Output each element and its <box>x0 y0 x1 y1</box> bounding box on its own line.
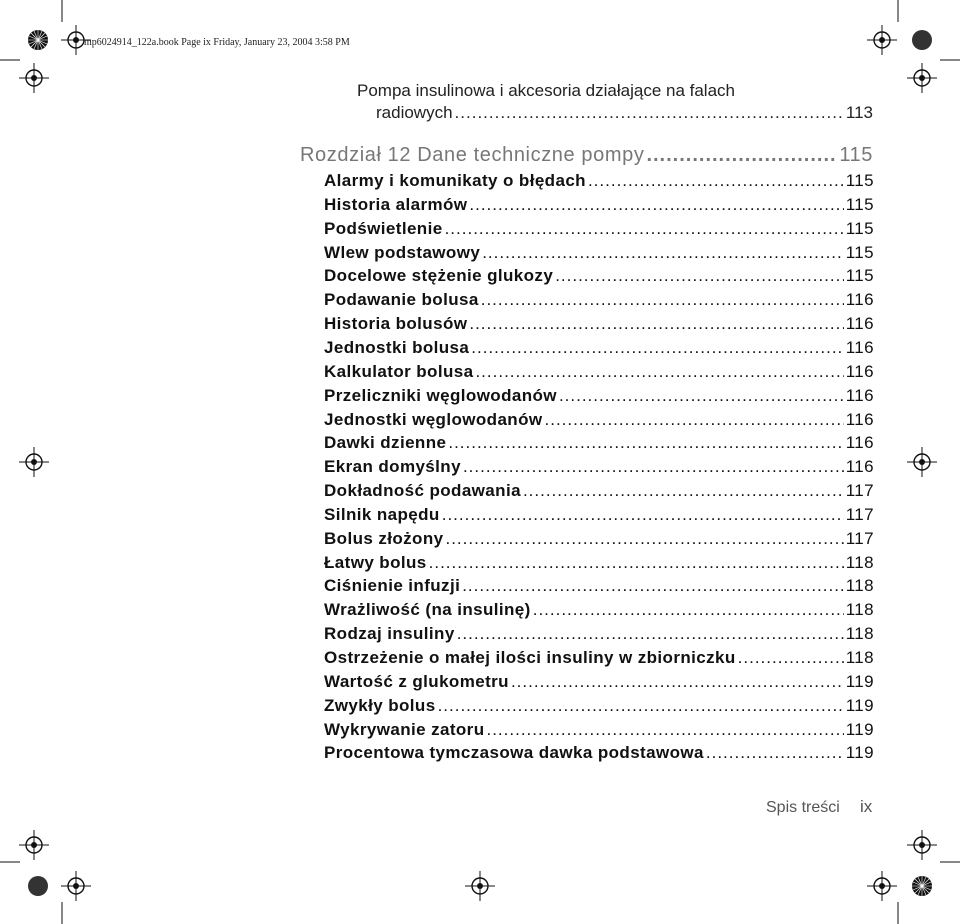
toc-entry[interactable] <box>324 363 874 380</box>
toc-entry-title: Historia bolusów <box>324 314 468 334</box>
crosshair-mark <box>907 447 937 477</box>
toc-entry-title: Wartość z glukometru <box>324 671 509 691</box>
toc-entry[interactable] <box>324 554 874 571</box>
toc-entry-page: 118 <box>845 624 874 644</box>
crosshair-mark <box>61 871 91 901</box>
dot-leader <box>462 577 843 594</box>
toc-entry-title: Docelowe stężenie glukozy <box>324 266 554 286</box>
crosshair-mark <box>19 830 49 860</box>
toc-entry[interactable] <box>324 172 874 189</box>
toc-entry-title: Alarmy i komunikaty o błędach <box>324 171 586 190</box>
star-target-mark <box>28 30 48 50</box>
toc-entry-page: 119 <box>845 671 874 691</box>
dot-leader <box>486 721 843 738</box>
dot-leader <box>475 363 843 380</box>
dot-leader <box>455 104 844 121</box>
toc-entry-title: Historia alarmów <box>324 194 468 214</box>
dot-leader <box>438 697 844 714</box>
toc-entry-page: 116 <box>845 409 874 429</box>
dot-leader <box>523 482 844 499</box>
toc-entry[interactable] <box>324 530 874 547</box>
toc-entry-page: 118 <box>845 552 874 572</box>
dot-leader <box>471 339 843 356</box>
crosshair-mark <box>19 447 49 477</box>
dot-leader <box>445 530 843 547</box>
toc-entry[interactable] <box>324 339 874 356</box>
toc-chapter-heading[interactable] <box>300 145 873 165</box>
toc-entry[interactable] <box>324 267 874 284</box>
toc-entry[interactable] <box>324 458 874 475</box>
dot-leader <box>646 145 837 165</box>
toc-entry[interactable] <box>324 625 874 642</box>
disk-target-mark <box>28 876 48 896</box>
toc-entry-title: Rodzaj insuliny <box>324 624 455 644</box>
toc-entry[interactable] <box>324 387 874 404</box>
toc-entry-page: 116 <box>845 361 874 381</box>
toc-entry-page: 115 <box>845 266 874 286</box>
toc-entry[interactable] <box>324 291 874 308</box>
toc-entry-title: Jednostki węglowodanów <box>324 409 543 429</box>
dot-leader <box>463 458 844 475</box>
toc-entry-title: Wlew podstawowy <box>324 242 481 262</box>
toc-entry[interactable] <box>324 244 874 261</box>
crosshair-mark <box>907 63 937 93</box>
dot-leader <box>457 625 844 642</box>
dot-leader <box>738 649 844 666</box>
print-slug: mp6024914_122a.book Page ix Friday, January 23, 2004 3:58 PM <box>84 37 350 48</box>
toc-entry-page: 119 <box>845 719 874 739</box>
dot-leader <box>445 220 844 237</box>
dot-leader <box>706 744 844 761</box>
toc-entry-title: Ostrzeżenie o małej ilości insuliny w zbiorniczku <box>324 648 736 667</box>
toc-entry-page: 113 <box>845 103 873 122</box>
toc-entry[interactable] <box>324 220 874 237</box>
toc-entry-page: 117 <box>845 504 874 524</box>
toc-entry-page: 116 <box>845 457 874 477</box>
toc-entry[interactable] <box>324 577 874 594</box>
toc-entry-page: 115 <box>845 194 874 214</box>
toc-entry-title: Zwykły bolus <box>324 695 436 715</box>
toc-entry-title: Ciśnienie infuzji <box>324 576 461 596</box>
dot-leader <box>559 387 844 404</box>
toc-entry-page: 116 <box>845 433 874 453</box>
toc-entry-continued-line1: Pompa insulinowa i akcesoria działające na falach <box>357 81 735 100</box>
toc-entry[interactable] <box>324 721 874 738</box>
disk-target-mark <box>912 30 932 50</box>
dot-leader <box>588 172 844 189</box>
toc-entry-title: Dokładność podawania <box>324 481 521 501</box>
crosshair-mark <box>907 830 937 860</box>
toc-entry[interactable] <box>324 506 874 523</box>
toc-entry-page: 118 <box>845 600 874 620</box>
toc-entry-page: 118 <box>845 576 874 596</box>
dot-leader <box>555 267 844 284</box>
crosshair-mark <box>867 25 897 55</box>
dot-leader <box>511 673 844 690</box>
toc-entry[interactable] <box>324 744 874 761</box>
toc-entry[interactable] <box>324 482 874 499</box>
toc-entry-title: Procentowa tymczasowa dawka podstawowa <box>324 743 704 763</box>
toc-entry-title: Wrażliwość (na insulinę) <box>324 600 531 620</box>
toc-entry-page: 116 <box>845 385 874 405</box>
crosshair-mark <box>19 63 49 93</box>
toc-entry[interactable] <box>324 196 874 213</box>
toc-entry[interactable] <box>324 697 874 714</box>
footer-page-number: ix <box>860 797 873 816</box>
dot-leader <box>533 601 844 618</box>
toc-entry-page: 116 <box>845 314 874 334</box>
dot-leader <box>481 291 844 308</box>
toc-entry[interactable] <box>324 315 874 332</box>
toc-entry-title: Jednostki bolusa <box>324 337 470 357</box>
toc-entry-page: 119 <box>845 695 874 715</box>
toc-entry-title: Silnik napędu <box>324 504 440 524</box>
chapter-page: 115 <box>839 144 873 166</box>
dot-leader <box>429 554 844 571</box>
dot-leader <box>482 244 844 261</box>
toc-entry-page: 117 <box>845 481 874 501</box>
toc-entry-title: Podawanie bolusa <box>324 290 479 310</box>
toc-entry-title: Ekran domyślny <box>324 457 461 477</box>
toc-entry[interactable] <box>324 673 874 690</box>
chapter-title: Rozdział 12 Dane techniczne pompy <box>300 144 645 166</box>
toc-entry-title: Dawki dzienne <box>324 433 447 453</box>
toc-entry-page: 115 <box>845 242 874 262</box>
toc-entry-title: Kalkulator bolusa <box>324 361 474 381</box>
dot-leader <box>448 434 843 451</box>
toc-entry-title: Bolus złożony <box>324 528 444 548</box>
toc-entry-page: 118 <box>845 648 874 667</box>
toc-entry[interactable] <box>324 434 874 451</box>
toc-entry-title: Wykrywanie zatoru <box>324 719 485 739</box>
crosshair-mark <box>465 871 495 901</box>
toc-entry-title: Przeliczniki węglowodanów <box>324 385 557 405</box>
dot-leader <box>469 196 843 213</box>
dot-leader <box>469 315 843 332</box>
toc-entry-title: Łatwy bolus <box>324 552 427 572</box>
crosshair-mark <box>867 871 897 901</box>
toc-entry-page: 116 <box>845 290 874 310</box>
toc-entry-page: 117 <box>845 528 874 548</box>
footer-section-label: Spis treści <box>766 799 840 816</box>
toc-entry-page: 115 <box>845 218 874 238</box>
toc-entry[interactable] <box>324 649 874 666</box>
star-target-mark <box>912 876 932 896</box>
toc-entry-continued[interactable] <box>376 104 873 121</box>
toc-entry-page: 115 <box>845 171 874 190</box>
toc-entry-title: radiowych <box>376 103 453 122</box>
toc-entry[interactable] <box>324 601 874 618</box>
dot-leader <box>545 411 844 428</box>
dot-leader <box>442 506 844 523</box>
toc-entry-page: 119 <box>845 743 874 763</box>
toc-entry[interactable] <box>324 411 874 428</box>
toc-entry-title: Podświetlenie <box>324 218 443 238</box>
toc-entry-page: 116 <box>845 337 874 357</box>
